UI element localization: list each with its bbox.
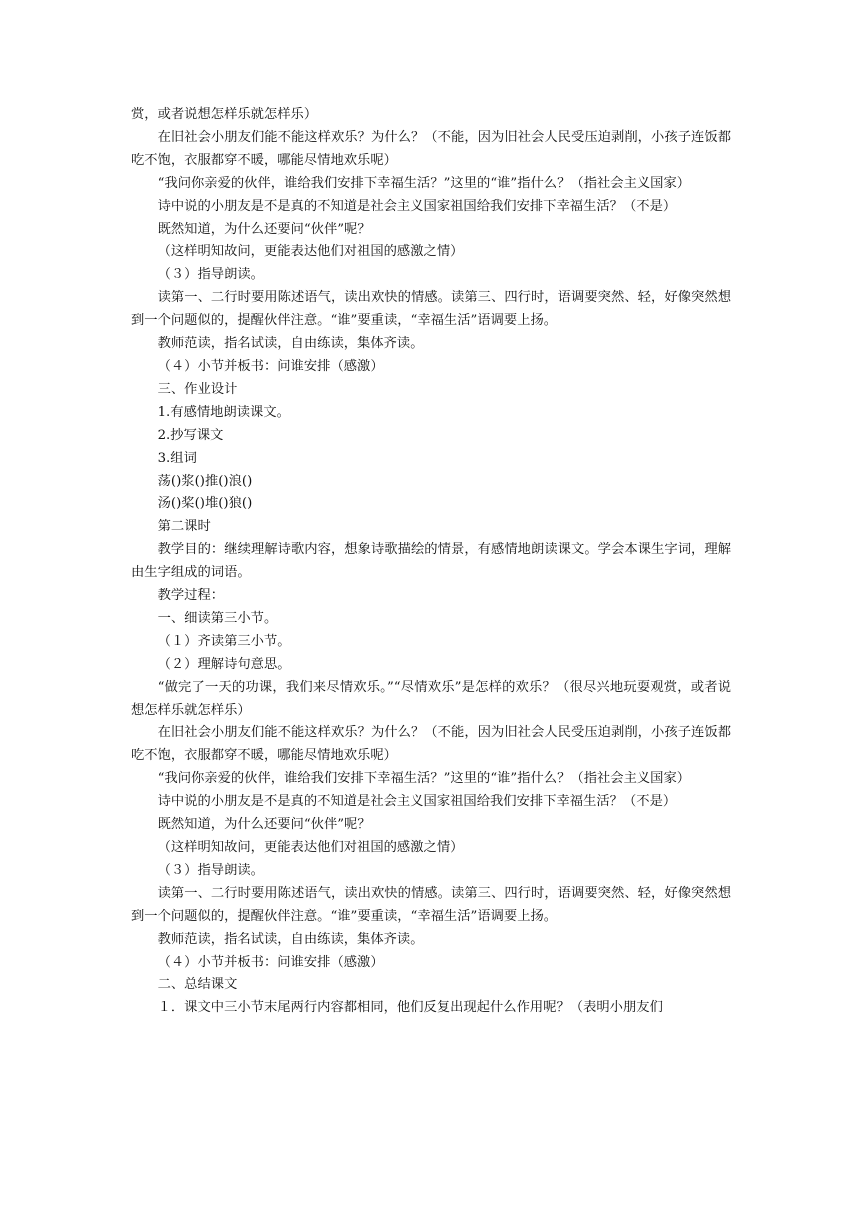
- paragraph: 教师范读，指名试读，自由练读，集体齐读。: [157, 931, 424, 947]
- paragraph: “我问你亲爱的伙伴，谁给我们安排下幸福生活？”这里的“谁”指什么？（指社会主义国家）: [157, 175, 691, 191]
- paragraph: “做完了一天的功课，我们来尽情欢乐。”“尽情欢乐”是怎样的欢乐？（很尽兴地玩耍观赏，或者说想怎样乐就怎样乐）: [131, 679, 731, 718]
- paragraph: 读第一、二行时要用陈述语气，读出欢快的情感。读第三、四行时，语调要突然、轻，好像突然想到一个问题似的，提醒伙伴注意。“谁”要重读，“幸福生活”语调要上扬。: [131, 290, 731, 329]
- paragraph: 第二课时: [157, 519, 211, 535]
- paragraph: 一、细读第三小节。: [157, 610, 278, 626]
- paragraph: 二、总结课文: [157, 977, 238, 993]
- paragraph: 三、作业设计: [157, 381, 238, 397]
- paragraph: 2.抄写课文: [157, 427, 224, 443]
- paragraph: 在旧社会小朋友们能不能这样欢乐？为什么？（不能，因为旧社会人民受压迫剥削，小孩子连饭都吃不饱，衣服都穿不暖，哪能尽情地欢乐呢）: [131, 725, 731, 764]
- paragraph: 既然知道，为什么还要问“伙伴”呢？: [157, 817, 371, 833]
- paragraph: （这样明知故问，更能表达他们对祖国的感激之情）: [157, 244, 464, 260]
- paragraph: １．课文中三小节末尾两行内容都相同，他们反复出现起什么作用呢？（表明小朋友们: [157, 1000, 663, 1016]
- paragraph: 教学目的：继续理解诗歌内容，想象诗歌描绘的情景，有感情地朗读课文。学会本课生字词，理解由生字组成的词语。: [131, 542, 731, 581]
- paragraph: 教学过程：: [157, 588, 225, 604]
- paragraph: 荡()浆()推()浪(): [157, 473, 253, 489]
- paragraph: 诗中说的小朋友是不是真的不知道是社会主义国家祖国给我们安排下幸福生活？（不是）: [157, 198, 677, 214]
- paragraph: 1.有感情地朗读课文。: [157, 404, 290, 420]
- document-body: [131, 104, 731, 1020]
- document-page: [131, 104, 731, 1020]
- paragraph: （２）理解诗句意思。: [157, 656, 291, 672]
- paragraph: 汤()桨()堆()狼(): [157, 496, 253, 512]
- paragraph: 3.组词: [157, 450, 197, 466]
- paragraph: （１）齐读第三小节。: [157, 633, 291, 649]
- paragraph: （４）小节并板书：问谁安排（感激）: [157, 358, 384, 374]
- paragraph: （３）指导朗读。: [157, 267, 264, 283]
- paragraph: 赏，或者说想怎样乐就怎样乐）: [131, 107, 318, 122]
- paragraph: （３）指导朗读。: [157, 862, 264, 878]
- paragraph: 读第一、二行时要用陈述语气，读出欢快的情感。读第三、四行时，语调要突然、轻，好像突然想到一个问题似的，提醒伙伴注意。“谁”要重读，“幸福生活”语调要上扬。: [131, 885, 731, 924]
- paragraph: 诗中说的小朋友是不是真的不知道是社会主义国家祖国给我们安排下幸福生活？（不是）: [157, 794, 677, 810]
- paragraph: 在旧社会小朋友们能不能这样欢乐？为什么？（不能，因为旧社会人民受压迫剥削，小孩子连饭都吃不饱，衣服都穿不暖，哪能尽情地欢乐呢）: [131, 129, 731, 168]
- paragraph: “我问你亲爱的伙伴，谁给我们安排下幸福生活？”这里的“谁”指什么？（指社会主义国家）: [157, 771, 691, 787]
- paragraph: 教师范读，指名试读，自由练读，集体齐读。: [157, 336, 424, 352]
- paragraph: 既然知道，为什么还要问“伙伴”呢？: [157, 221, 371, 237]
- paragraph: （这样明知故问，更能表达他们对祖国的感激之情）: [157, 840, 464, 855]
- paragraph: （４）小节并板书：问谁安排（感激）: [157, 954, 384, 970]
